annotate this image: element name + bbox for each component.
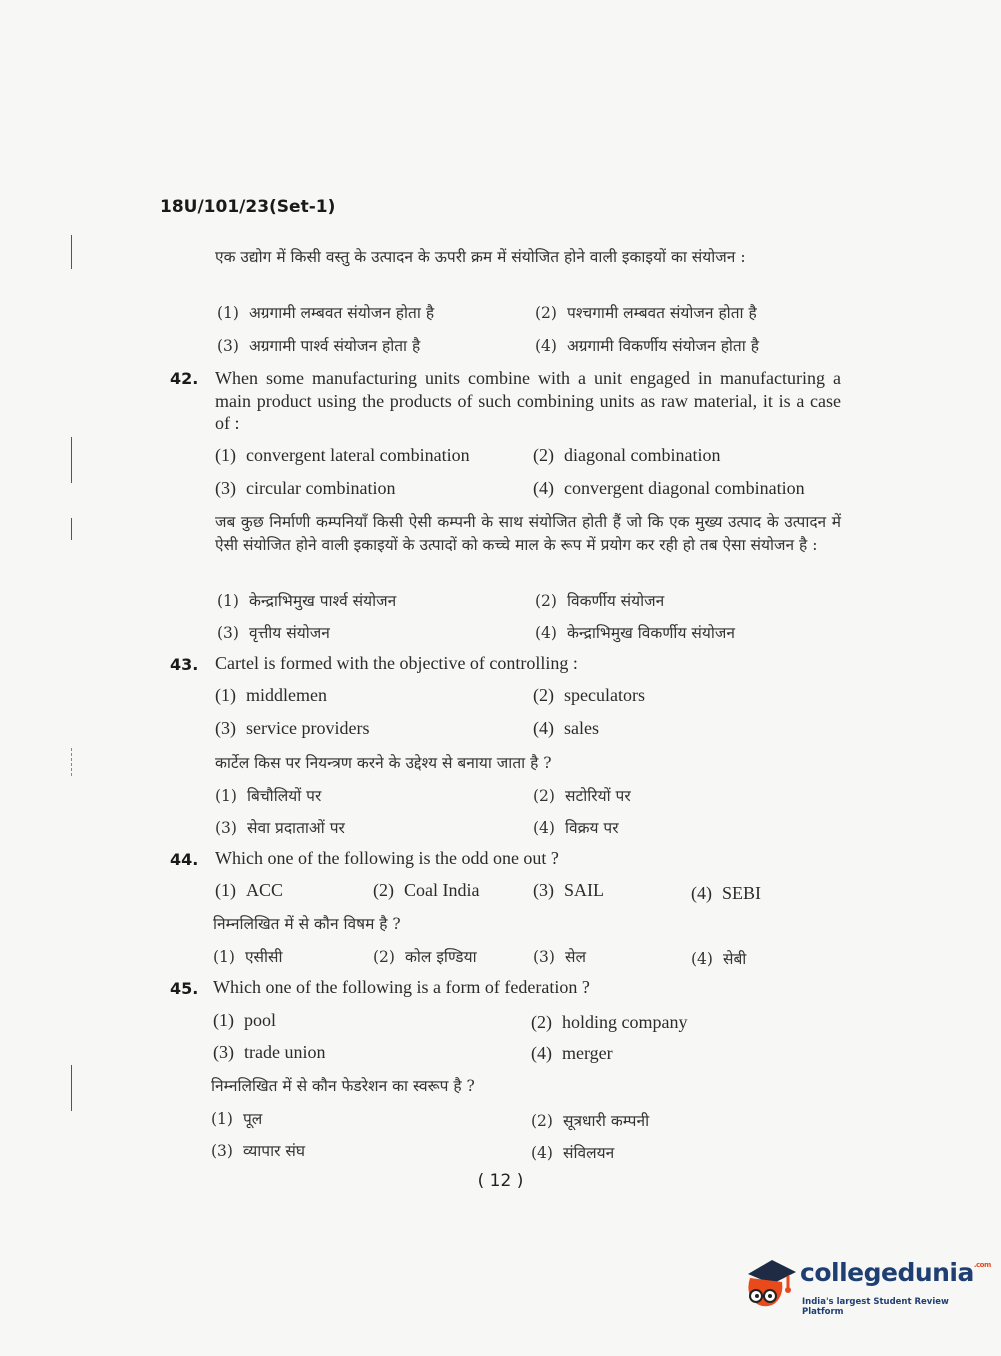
option-text: व्यापार संघ xyxy=(242,1142,305,1160)
option-number: (3) xyxy=(213,1042,234,1062)
option-number: (3) xyxy=(215,819,237,837)
option-text: ACC xyxy=(246,880,284,900)
option-text: केन्द्राभिमुख विकर्णीय संयोजन xyxy=(566,624,735,642)
collegedunia-logo[interactable] xyxy=(742,1252,991,1317)
option-number: (3) xyxy=(217,624,239,642)
option-text: merger xyxy=(562,1043,613,1063)
option-text: सेबी xyxy=(722,950,747,968)
option-number: (3) xyxy=(533,948,555,966)
option-number: (4) xyxy=(531,1144,553,1162)
q45-option-3 xyxy=(213,1042,325,1063)
option-number: (4) xyxy=(533,478,554,498)
option-number: (2) xyxy=(373,880,394,900)
option-number: (4) xyxy=(535,337,557,355)
option-number: (1) xyxy=(211,1110,233,1128)
option-text: speculators xyxy=(564,685,645,705)
q45-hindi-option-4 xyxy=(531,1141,614,1163)
option-number: (2) xyxy=(531,1112,553,1130)
q44-hindi-option-1 xyxy=(213,945,283,967)
q44-option-2 xyxy=(373,880,479,901)
q43-option-2 xyxy=(533,685,645,706)
option-text: diagonal combination xyxy=(564,445,721,465)
option-text: सेल xyxy=(564,948,586,966)
q42-stem: When some manufacturing units combine with a unit engaged in manufacturing a main product using the products of such combining units as raw material, it is a case of : xyxy=(215,368,841,433)
option-text: circular combination xyxy=(246,478,396,498)
question-number: 43. xyxy=(170,655,199,674)
q45-option-1 xyxy=(213,1010,276,1031)
option-text: convergent diagonal combination xyxy=(564,478,805,498)
option-number: (3) xyxy=(215,478,236,498)
q45-hindi-option-3 xyxy=(211,1139,305,1161)
q41-hindi-option-3 xyxy=(217,334,420,356)
option-number: (1) xyxy=(215,685,236,705)
question-number: 42. xyxy=(170,369,199,388)
page-number: ( 12 ) xyxy=(477,1171,524,1191)
option-number: (1) xyxy=(213,948,235,966)
option-text: केन्द्राभिमुख पार्श्व संयोजन xyxy=(248,592,397,610)
option-text: पश्चगामी लम्बवत संयोजन होता है xyxy=(566,304,757,322)
option-number: (4) xyxy=(531,1043,552,1063)
option-text: sales xyxy=(564,718,599,738)
option-text: वृत्तीय संयोजन xyxy=(248,624,330,642)
question-number: 44. xyxy=(170,850,199,869)
q44-hindi-option-2 xyxy=(373,945,477,967)
option-text: एसीसी xyxy=(244,948,283,966)
margin-mark xyxy=(71,748,73,776)
q41-hindi-option-2 xyxy=(535,301,757,323)
q42-hindi-option-1 xyxy=(217,589,396,611)
option-number: (4) xyxy=(691,950,713,968)
option-text: service providers xyxy=(246,718,370,738)
option-number: (3) xyxy=(211,1142,233,1160)
logo-tagline: India's largest Student Review Platform xyxy=(802,1297,949,1317)
q44-stem: Which one of the following is the odd one out ? xyxy=(215,848,559,868)
q44-option-1 xyxy=(215,880,283,901)
option-number: (2) xyxy=(535,304,557,322)
q43-hindi-option-3 xyxy=(215,816,345,838)
option-number: (4) xyxy=(535,624,557,642)
q44-option-4 xyxy=(691,883,761,904)
q42-hindi-option-2 xyxy=(535,589,664,611)
option-text: पूल xyxy=(242,1110,263,1128)
q45-stem: Which one of the following is a form of federation ? xyxy=(213,977,590,997)
option-number: (1) xyxy=(215,880,236,900)
option-text: बिचौलियों पर xyxy=(246,787,322,805)
paper-code: 18U/101/23(Set-1) xyxy=(160,197,336,217)
option-text: विक्रय पर xyxy=(564,819,619,837)
option-number: (2) xyxy=(535,592,557,610)
q41-hindi-option-4 xyxy=(535,334,759,356)
option-number: (4) xyxy=(691,883,712,903)
q43-option-4 xyxy=(533,718,599,739)
q43-option-1 xyxy=(215,685,327,706)
margin-mark xyxy=(71,235,72,269)
q42-hindi-option-3 xyxy=(217,621,330,643)
q43-hindi-option-1 xyxy=(215,784,321,806)
option-number: (2) xyxy=(533,787,555,805)
q42-option-4 xyxy=(533,478,805,499)
option-text: Coal India xyxy=(404,880,480,900)
q41-hindi-stem: एक उद्योग में किसी वस्तु के उत्पादन के ऊपरी क्रम में संयोजित होने वाली इकाइयों का संयोजन : xyxy=(215,248,746,266)
option-number: (2) xyxy=(373,948,395,966)
option-text: अग्रगामी पार्श्व संयोजन होता है xyxy=(248,337,421,355)
q43-hindi-option-2 xyxy=(533,784,631,806)
q45-option-2 xyxy=(531,1012,687,1033)
option-number: (4) xyxy=(533,819,555,837)
option-text: संविलयन xyxy=(562,1144,615,1162)
question-number: 45. xyxy=(170,979,199,998)
option-text: trade union xyxy=(244,1042,326,1062)
q42-option-3 xyxy=(215,478,395,499)
option-number: (1) xyxy=(215,787,237,805)
q45-option-4 xyxy=(531,1043,613,1064)
option-number: (1) xyxy=(215,445,236,465)
q43-hindi-option-4 xyxy=(533,816,619,838)
logo-name-text: collegedunia xyxy=(800,1258,974,1287)
logo-com: .com xyxy=(973,1261,991,1269)
q42-option-2 xyxy=(533,445,720,466)
option-number: (1) xyxy=(213,1010,234,1030)
q45-hindi-option-1 xyxy=(211,1107,262,1129)
option-text: pool xyxy=(244,1010,277,1030)
option-number: (2) xyxy=(533,445,554,465)
option-text: convergent lateral combination xyxy=(246,445,470,465)
q44-hindi-option-3 xyxy=(533,945,586,967)
option-number: (1) xyxy=(217,592,239,610)
option-text: holding company xyxy=(562,1012,688,1032)
logo-wordmark xyxy=(800,1258,991,1287)
option-text: अग्रगामी लम्बवत संयोजन होता है xyxy=(248,304,435,322)
margin-mark xyxy=(71,518,72,540)
mascot-icon xyxy=(742,1252,798,1314)
q43-stem: Cartel is formed with the objective of controlling : xyxy=(215,653,578,673)
option-number: (3) xyxy=(533,880,554,900)
option-number: (3) xyxy=(217,337,239,355)
option-text: सूत्रधारी कम्पनी xyxy=(562,1112,650,1130)
margin-mark xyxy=(71,437,72,483)
q42-option-1 xyxy=(215,445,470,466)
option-text: SEBI xyxy=(722,883,762,903)
option-text: कोल इण्डिया xyxy=(404,948,477,966)
q42-hindi-option-4 xyxy=(535,621,735,643)
q44-option-3 xyxy=(533,880,604,901)
option-text: सटोरियों पर xyxy=(564,787,631,805)
q44-hindi-option-4 xyxy=(691,947,746,969)
margin-mark xyxy=(71,1065,72,1111)
q41-hindi-option-1 xyxy=(217,301,434,323)
option-number: (2) xyxy=(531,1012,552,1032)
option-text: middlemen xyxy=(246,685,327,705)
option-text: अग्रगामी विकर्णीय संयोजन होता है xyxy=(566,337,759,355)
option-text: SAIL xyxy=(564,880,604,900)
option-number: (3) xyxy=(215,718,236,738)
q45-hindi-option-2 xyxy=(531,1109,649,1131)
q45-hindi-stem: निम्नलिखित में से कौन फेडरेशन का स्वरूप है ? xyxy=(211,1077,475,1095)
option-text: विकर्णीय संयोजन xyxy=(566,592,665,610)
option-text: सेवा प्रदाताओं पर xyxy=(246,819,345,837)
q43-hindi-stem: कार्टेल किस पर नियन्त्रण करने के उद्देश्य से बनाया जाता है ? xyxy=(215,754,552,772)
option-number: (2) xyxy=(533,685,554,705)
q42-hindi-stem: जब कुछ निर्माणी कम्पनियाँ किसी ऐसी कम्पनी के साथ संयोजित होती हैं जो कि एक मुख्य उत्पाद के उत्पादन में ऐसी संयोजित होने वाली इकाइयों के उत्पादों को कच्चे माल के रूप में प्रयोग कर रही हो तब ऐसा संयोजन है : xyxy=(215,513,841,554)
option-number: (4) xyxy=(533,718,554,738)
q44-hindi-stem: निम्नलिखित में से कौन विषम है ? xyxy=(213,915,401,933)
q43-option-3 xyxy=(215,718,369,739)
option-number: (1) xyxy=(217,304,239,322)
